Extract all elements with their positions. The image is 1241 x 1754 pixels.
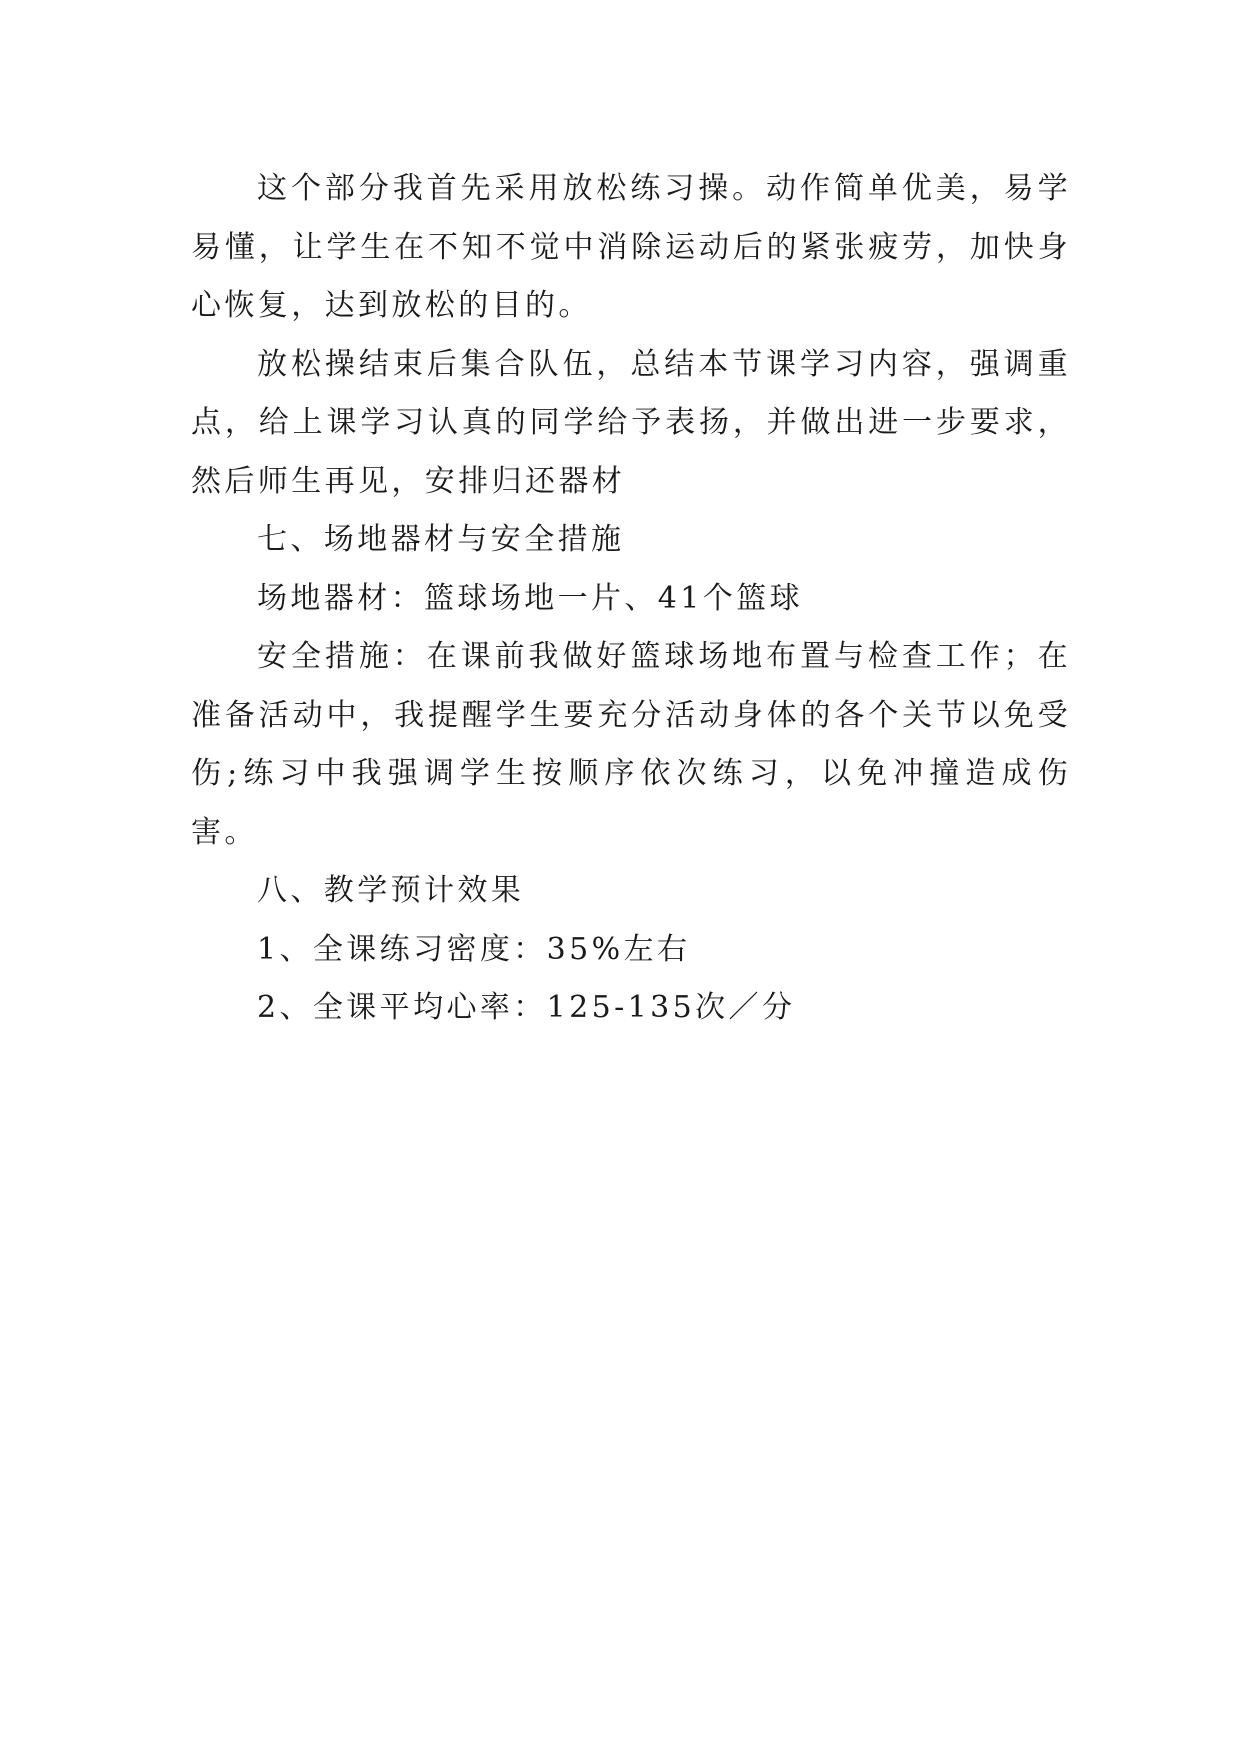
paragraph-venue-equipment: 场地器材：篮球场地一片、41个篮球 [257, 580, 803, 616]
paragraph-safety-measures: 安全措施：在课前我做好篮球场地布置与检查工作；在准备活动中，我提醒学生要充分活动身体的各个关节以免受伤;练习中我强调学生按顺序依次练习，以免冲撞造成伤害。 [191, 639, 1071, 850]
document-body [191, 160, 1071, 1038]
section-heading-equipment-safety: 七、场地器材与安全措施 [257, 522, 625, 557]
list-item-practice-density: 1、全课练习密度：35%左右 [257, 931, 691, 967]
paragraph-class-summary: 放松操结束后集合队伍，总结本节课学习内容，强调重点，给上课学习认真的同学给予表扬，并做出进一步要求，然后师生再见，安排归还器材 [191, 346, 1071, 499]
paragraph-relaxation-exercise: 这个部分我首先采用放松练习操。动作简单优美，易学易懂，让学生在不知不觉中消除运动后的紧张疲劳，加快身心恢复，达到放松的目的。 [191, 171, 1071, 323]
list-item-heart-rate: 2、全课平均心率：125-135次／分 [257, 990, 796, 1025]
section-heading-expected-effect: 八、教学预计效果 [257, 873, 525, 908]
